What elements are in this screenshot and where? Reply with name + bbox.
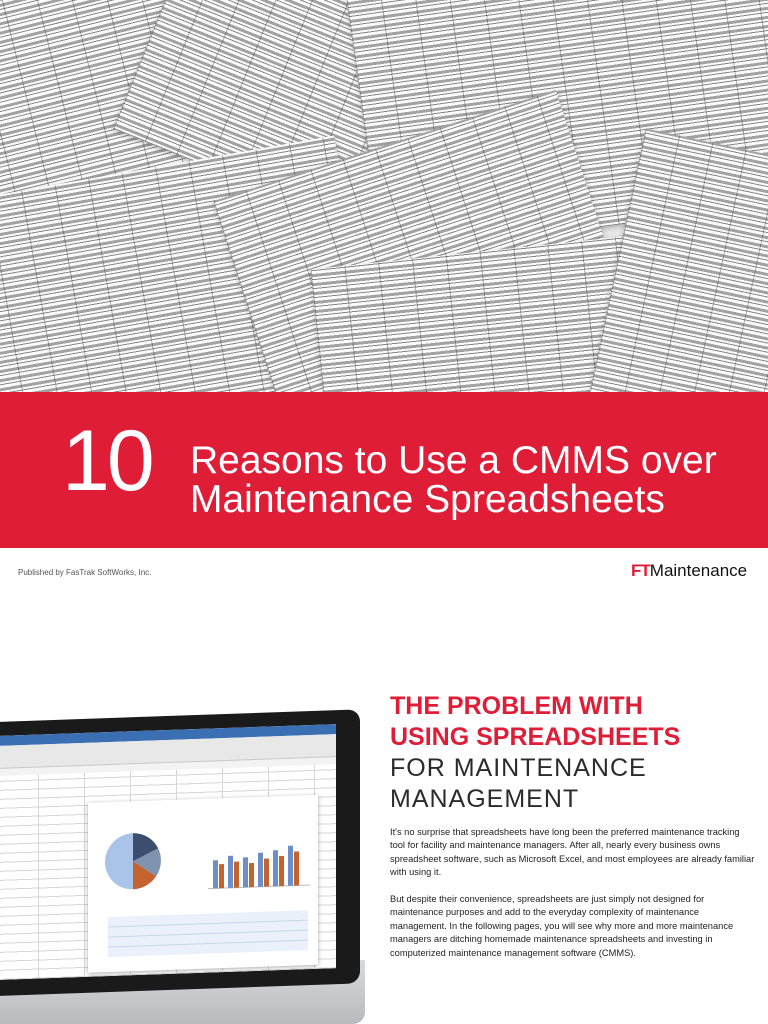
logo-name: Maintenance	[649, 561, 748, 580]
title-number: 10	[62, 413, 152, 509]
monitor-image	[0, 709, 360, 996]
chart-illustration	[88, 795, 318, 973]
hero-image	[0, 0, 768, 392]
title-line-1: Reasons to Use a CMMS over	[190, 439, 717, 482]
section-subheading-line-2: MANAGEMENT	[390, 785, 580, 813]
publisher-text: Published by FasTrak SoftWorks, Inc.	[18, 568, 152, 577]
section-heading-line-1: THE PROBLEM WITH	[390, 692, 643, 720]
body-paragraph: But despite their convenience, spreadsheets are just simply not designed for maintenance purposes and add to the everyday complexity of maintenance management. In the following pages, you will see why more and more maintenance managers are ditching homemade maintenance spreadsheets and investing in computerized maintenance management software (CMMS).	[390, 894, 734, 958]
monitor-screen	[0, 724, 336, 980]
spreadsheet-chart-panel	[88, 795, 318, 973]
intro-paragraph: It's no surprise that spreadsheets have long been the preferred maintenance tracking tool for facility and maintenance managers. After all, nearly every business owns spreadsheet software, such as Microsoft Excel, and most employees are already familiar with using it.	[390, 827, 755, 878]
section-heading-line-2: USING SPREADSHEETS	[390, 723, 681, 751]
logo-prefix: FT	[631, 561, 650, 580]
brand-logo	[631, 561, 747, 581]
section-subheading-line-1: FOR MAINTENANCE	[390, 754, 647, 782]
title-line-2: Maintenance Spreadsheets	[190, 478, 665, 521]
